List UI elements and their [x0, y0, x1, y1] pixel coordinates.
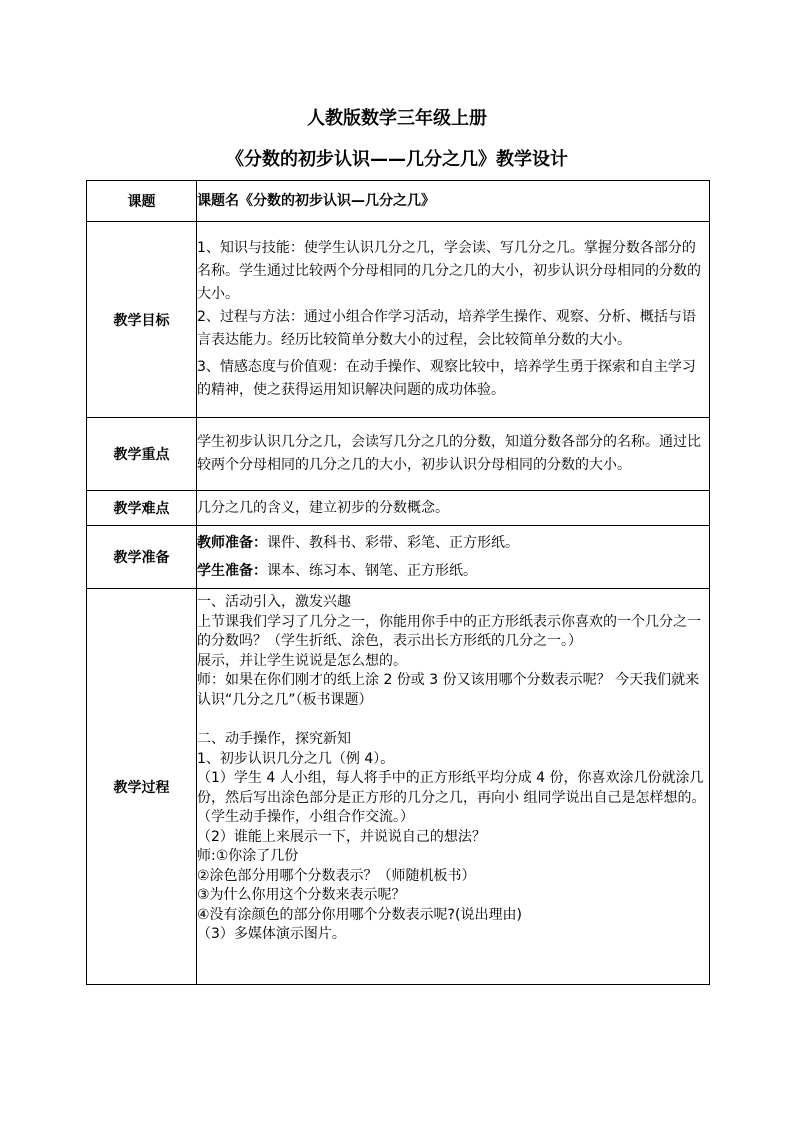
value-key	[197, 418, 710, 491]
process-line: 1、初步认识几分之几（例 4）。	[197, 750, 395, 767]
key-text: 学生初步认识几分之几，会读写几分之几的分数，知道分数各部分的名称。通过比较两个分母相同的几分之几的大小，初步认识分母相同的分数的大小。	[197, 434, 701, 473]
label-topic: 课题	[87, 181, 197, 222]
student-prep	[197, 559, 709, 583]
label-key: 教学重点	[87, 418, 197, 491]
value-topic	[197, 181, 710, 222]
process-line: （1）学生 4 人小组，每人将手中的正方形纸平均分成 4 份，你喜欢涂几份就涂几份，然后写出涂色部分是正方形的几分之几，再向小 组同学说出自己是怎样想的。 （学生动手操作，小组合作交流。）	[197, 770, 706, 825]
process-line: ②涂色部分用哪个分数表示？（师随机板书）	[197, 867, 476, 884]
process-line: 师：如果在你们刚才的纸上涂 2 份或 3 份又该用哪个分数表示呢？ 今天我们就来认识“几分之几”（板书课题）	[197, 672, 700, 708]
teacher-prep-value: 课件、教科书、彩带、彩笔、正方形纸。	[267, 535, 519, 551]
goal-item: 1、知识与技能：使学生认识几分之几，学会读、写几分之几。掌握分数各部分的名称。学生通过比较两个分母相同的几分之几的大小，初步认识分母相同的分数的大小。	[197, 240, 701, 302]
student-prep-label: 学生准备：	[197, 563, 267, 579]
process-line: ④没有涂颜色的部分你用哪个分数表示呢?(说出理由)	[197, 906, 522, 923]
process-line: 二、动手操作，探究新知	[197, 731, 351, 747]
topic-text: 课题名《分数的初步认识—几分之几》	[197, 193, 435, 209]
lesson-plan-table	[86, 180, 710, 985]
value-difficulty	[197, 491, 710, 526]
value-prep	[197, 526, 710, 589]
teacher-prep-label: 教师准备：	[197, 535, 267, 551]
difficulty-text: 几分之几的含义，建立初步的分数概念。	[197, 500, 449, 516]
goal-item: 3、情感态度与价值观：在动手操作、观察比较中，培养学生勇于探索和自主学习的精神，使之获得运用知识解决问题的成功体验。	[197, 359, 696, 398]
teacher-prep	[197, 531, 709, 555]
process-blank-line	[197, 710, 709, 730]
document-title: 人教版数学三年级上册	[307, 108, 487, 129]
value-process	[197, 589, 710, 985]
process-line: 上节课我们学习了几分之一，你能用你手中的正方形纸表示你喜欢的一个几分之一的分数吗？（学生折纸、涂色，表示出长方形纸的几分之一。）	[197, 613, 701, 649]
row-process	[87, 589, 710, 985]
label-process: 教学过程	[87, 589, 197, 985]
label-prep: 教学准备	[87, 526, 197, 589]
process-line: 展示，并让学生说说是怎么想的。	[197, 652, 407, 669]
row-topic	[87, 181, 710, 222]
row-goals	[87, 222, 710, 418]
goal-item: 2、过程与方法：通过小组合作学习活动，培养学生操作、观察、分析、概括与语言表达能力。经历比较简单分数大小的过程，会比较简单分数的大小。	[197, 309, 696, 348]
row-key	[87, 418, 710, 491]
document-subtitle: 《分数的初步认识——几分之几》教学设计	[226, 149, 568, 170]
process-line: ③为什么你用这个分数来表示呢？	[197, 887, 406, 903]
label-difficulty: 教学难点	[87, 491, 197, 526]
student-prep-value: 课本、练习本、钢笔、正方形纸。	[267, 563, 477, 579]
process-line: 师:①你涂了几份	[197, 848, 299, 864]
process-line: 一、活动引入，激发兴趣	[197, 594, 351, 610]
process-line: （3）多媒体演示图片。	[197, 926, 346, 942]
label-goals: 教学目标	[87, 222, 197, 418]
row-prep	[87, 526, 710, 589]
row-difficulty	[87, 491, 710, 526]
process-line: （2）谁能上来展示一下，并说说自己的想法？	[197, 828, 486, 845]
value-goals	[197, 222, 710, 418]
